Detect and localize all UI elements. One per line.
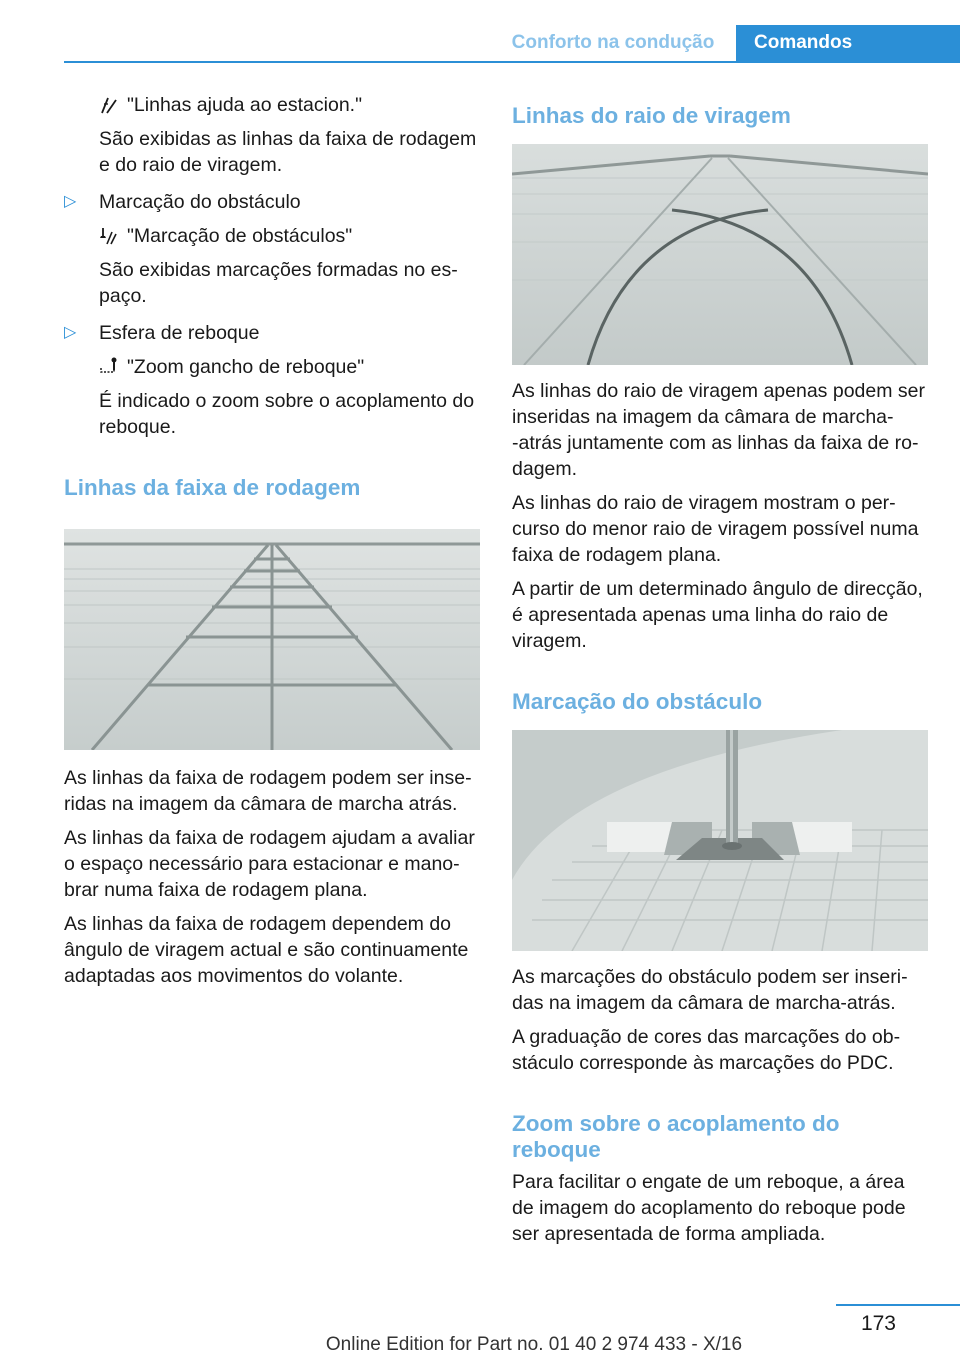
item1-label: "Linhas ajuda ao estacion." [127, 94, 363, 116]
page-number: 173 [860, 1312, 896, 1335]
turning-radius-paragraph-3: A partir de um determinado ângulo de direcção, é apresentada apenas uma linha do raio de viragem. [512, 578, 923, 652]
heading-turning-radius: Linhas do raio de viragem [512, 103, 791, 128]
item1-description: São exibidas as linhas da faixa de rodagem e do raio de viragem. [99, 128, 477, 176]
heading-lane-lines: Linhas da faixa de rodagem [64, 475, 361, 500]
turning-radius-paragraph-1: As linhas do raio de viragem apenas podem ser inseridas na imagem da câmara de marcha‐ ‐atrás juntamente com as linhas da faixa de rodagem. [512, 380, 925, 480]
lane-lines-figure [64, 529, 480, 750]
item3-title: Esfera de reboque [99, 322, 260, 344]
parking-lines-icon [99, 95, 119, 115]
bullet-item-hitch [64, 320, 482, 440]
header-divider [64, 61, 960, 63]
item2-label-line [99, 223, 482, 249]
lane-lines-paragraph-2: As linhas da faixa de rodagem ajudam a avaliar o espaço necessário para estacionar e manobrar numa faixa de rodagem plana. [64, 827, 475, 901]
triangle-bullet-icon: ▷ [64, 193, 77, 210]
turning-radius-figure [512, 144, 928, 365]
edition-footer: Online Edition for Part no. 01 40 2 974 433 - X/16 [325, 1334, 743, 1355]
left-column [64, 92, 482, 989]
heading-obstacle-marking: Marcação do obstáculo [512, 689, 763, 714]
item1-label-line [64, 92, 482, 118]
item3-label-line [99, 354, 482, 380]
item3-description: É indicado o zoom sobre o acoplamento do reboque. [99, 390, 475, 438]
heading-hitch-zoom: Zoom sobre o acoplamento do reboque [512, 1111, 840, 1162]
header-section-title: Conforto na condução [511, 32, 715, 53]
footer-divider [836, 1304, 960, 1306]
triangle-bullet-icon: ▷ [64, 324, 77, 341]
lane-lines-paragraph-3: As linhas da faixa de rodagem dependem do ângulo de viragem actual e são continuamente adaptadas aos movimentos do volante. [64, 913, 469, 987]
right-column [512, 103, 930, 1247]
header-tab-commands[interactable]: Comandos [736, 25, 960, 63]
item3-label: "Zoom gancho de reboque" [127, 356, 365, 378]
item2-description: São exibidas marcações formadas no espaço. [99, 259, 458, 307]
hitch-zoom-paragraph: Para facilitar o engate de um reboque, a área de imagem do acoplamento do reboque pode ser apresentada de forma ampliada. [512, 1171, 906, 1245]
obstacle-marking-paragraph-2: A graduação de cores das marcações do obstáculo corresponde às marcações do PDC. [512, 1026, 901, 1074]
obstacle-marking-paragraph-1: As marcações do obstáculo podem ser inseridas na imagem da câmara de marcha-atrás. [512, 966, 908, 1014]
lane-lines-paragraph-1: As linhas da faixa de rodagem podem ser inseridas na imagem da câmara de marcha atrás. [64, 767, 472, 815]
obstacle-marking-icon [99, 226, 119, 246]
trailer-hitch-icon [99, 357, 119, 377]
item2-title: Marcação do obstáculo [99, 191, 301, 213]
bullet-item-obstacle [64, 189, 482, 309]
item2-label: "Marcação de obstáculos" [127, 225, 353, 247]
turning-radius-paragraph-2: As linhas do raio de viragem mostram o percurso do menor raio de viragem possível numa faixa de rodagem plana. [512, 492, 919, 566]
obstacle-marking-figure [512, 730, 928, 951]
